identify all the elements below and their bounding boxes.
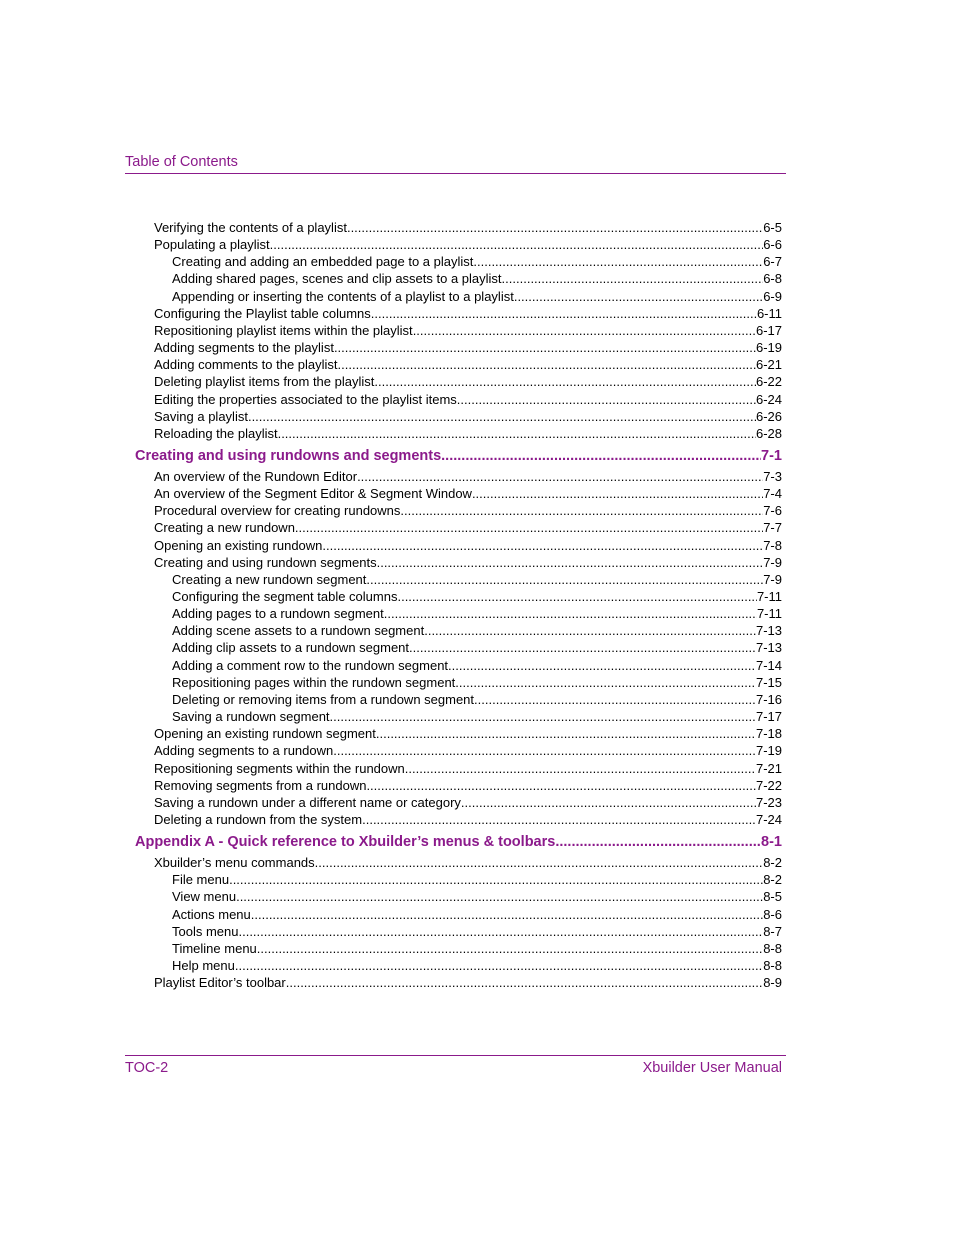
toc-entry-title: Procedural overview for creating rundowns	[154, 503, 401, 519]
toc-entry-title: Adding pages to a rundown segment	[172, 606, 384, 622]
toc-entry[interactable]	[154, 777, 782, 794]
toc-page-number: 7-23	[755, 794, 782, 810]
toc-entry[interactable]	[172, 957, 782, 974]
toc-dot-leader	[286, 974, 763, 991]
toc-entry[interactable]	[172, 253, 782, 270]
toc-entry-title: Adding shared pages, scenes and clip assets to a playlist	[172, 271, 502, 287]
toc-dot-leader	[347, 219, 763, 236]
toc-entry-title: Configuring the Playlist table columns	[154, 305, 371, 321]
toc-dot-leader	[251, 906, 763, 923]
toc-page-number: 7-11	[756, 589, 782, 604]
toc-dot-leader	[441, 446, 761, 466]
toc-entry-title: An overview of the Segment Editor & Segment Window	[154, 486, 472, 502]
toc-page-number: 7-13	[755, 640, 782, 656]
toc-dot-leader	[229, 871, 763, 888]
toc-entry-title: Adding segments to the playlist	[154, 340, 334, 356]
toc-page-number: 7-6	[763, 503, 782, 519]
toc-entry-title: Creating a new rundown	[154, 520, 295, 536]
toc-page-number: 7-16	[755, 691, 782, 707]
toc-entry[interactable]	[154, 339, 782, 356]
toc-page-number: 7-8	[763, 537, 782, 553]
toc-entry[interactable]	[154, 408, 782, 425]
toc-entry-title: Opening an existing rundown	[154, 537, 323, 553]
toc-entry-title: Xbuilder’s menu commands	[154, 855, 315, 871]
toc-entry[interactable]	[154, 554, 782, 571]
toc-entry-title: Saving a rundown segment	[172, 709, 330, 725]
toc-dot-leader	[397, 588, 756, 605]
toc-entry-title: File menu	[172, 872, 230, 888]
toc-page-number: 8-7	[763, 923, 782, 939]
toc-entry-title: Adding comments to the playlist	[154, 357, 338, 373]
toc-entry-title: Help menu	[172, 958, 235, 973]
toc-page-number: 7-11	[756, 606, 782, 622]
toc-page-number: 7-9	[763, 571, 782, 587]
toc-entry[interactable]	[172, 906, 782, 923]
toc-page-number: 6-17	[755, 322, 782, 338]
toc-dot-leader	[472, 485, 763, 502]
toc-entry[interactable]	[154, 236, 782, 253]
toc-dot-leader	[322, 537, 763, 554]
toc-page-number: 8-5	[763, 889, 782, 905]
toc-entry-title: Repositioning playlist items within the playlist	[154, 322, 413, 338]
toc-dot-leader	[405, 760, 756, 777]
toc-dot-leader	[384, 605, 757, 622]
toc-dot-leader	[235, 957, 763, 974]
toc-dot-leader	[461, 794, 756, 811]
toc-dot-leader	[257, 940, 763, 957]
toc-page-number: 7-19	[755, 743, 782, 759]
toc-dot-leader	[409, 639, 756, 656]
toc-dot-leader	[330, 708, 756, 725]
toc-page-number: 7-15	[755, 674, 782, 690]
toc-entry[interactable]	[154, 219, 782, 236]
toc-page-number: 7-18	[755, 726, 782, 742]
toc-entry-title: Timeline menu	[172, 940, 257, 956]
toc-entry-title: Removing segments from a rundown	[154, 777, 367, 793]
toc-entry-title: Appending or inserting the contents of a playlist to a playlist	[172, 288, 514, 304]
toc-entry[interactable]	[172, 571, 782, 588]
toc-entry[interactable]	[172, 270, 782, 287]
toc-chapter-entry[interactable]	[135, 832, 782, 852]
toc-entry-title: Deleting playlist items from the playlist	[154, 374, 375, 390]
toc-page-number: 6-19	[755, 340, 782, 356]
toc-entry-title: View menu	[172, 889, 237, 905]
toc-entry[interactable]	[154, 305, 782, 322]
toc-dot-leader	[295, 519, 763, 536]
toc-dot-leader	[362, 811, 756, 828]
toc-dot-leader	[374, 373, 756, 390]
toc-dot-leader	[413, 322, 756, 339]
toc-dot-leader	[473, 253, 763, 270]
running-header-title: Table of Contents	[125, 154, 238, 170]
toc-page-number: 8-2	[763, 855, 782, 871]
toc-entry[interactable]	[154, 356, 782, 373]
toc-page-number: 6-9	[763, 288, 782, 304]
toc-page-number: 6-5	[763, 220, 782, 235]
toc-dot-leader	[278, 425, 756, 442]
toc-entry-title: Deleting a rundown from the system	[154, 811, 363, 827]
toc-entry[interactable]	[154, 725, 782, 742]
toc-entry-title: Editing the properties associated to the playlist items	[154, 391, 457, 407]
toc-entry[interactable]	[172, 674, 782, 691]
toc-entry[interactable]	[172, 622, 782, 639]
footer-rule	[125, 1055, 786, 1056]
toc-entry-title: Adding scene assets to a rundown segment	[172, 623, 425, 639]
toc-dot-leader	[376, 725, 756, 742]
toc-page-number: 7-21	[755, 760, 782, 776]
toc-entry-title: Adding segments to a rundown	[154, 743, 334, 759]
toc-entry[interactable]	[154, 974, 782, 991]
toc-page-number: 8-8	[763, 958, 782, 973]
toc-entry-title: Verifying the contents of a playlist	[154, 220, 347, 235]
toc-page-number: 6-28	[755, 425, 782, 441]
toc-dot-leader	[555, 832, 761, 852]
toc-dot-leader	[377, 554, 764, 571]
header-rule	[125, 173, 786, 174]
toc-dot-leader	[238, 923, 763, 940]
toc-entry[interactable]	[154, 391, 782, 408]
toc-page-number: 7-22	[755, 777, 782, 793]
toc-page-number: 7-1	[761, 447, 782, 464]
toc-entry[interactable]	[172, 691, 782, 708]
toc-page-number: 7-3	[763, 468, 782, 484]
toc-dot-leader	[270, 236, 764, 253]
toc-entry-title: Populating a playlist	[154, 237, 270, 253]
toc-page-number: 8-8	[763, 940, 782, 956]
toc-entry[interactable]	[172, 605, 782, 622]
toc-page-number: 6-26	[755, 408, 782, 424]
toc-entry-title: Saving a playlist	[154, 408, 248, 424]
toc-dot-leader	[248, 408, 756, 425]
toc-dot-leader	[315, 854, 764, 871]
toc-page-number: 7-9	[763, 554, 782, 570]
toc-page-number: 8-9	[763, 975, 782, 991]
toc-entry[interactable]	[172, 888, 782, 905]
toc-dot-leader	[514, 288, 763, 305]
toc-entry-title: Adding a comment row to the rundown segment	[172, 657, 449, 673]
toc-entry-title: Saving a rundown under a different name or category	[154, 794, 461, 810]
toc-entry[interactable]	[154, 502, 782, 519]
toc-dot-leader	[448, 657, 756, 674]
toc-entry-title: Configuring the segment table columns	[172, 589, 398, 604]
toc-entry[interactable]	[154, 373, 782, 390]
page-number: TOC-2	[125, 1060, 169, 1076]
toc-entry-title: Adding clip assets to a rundown segment	[172, 640, 410, 656]
toc-entry-title: Repositioning pages within the rundown segment	[172, 674, 456, 690]
toc-dot-leader	[236, 888, 763, 905]
toc-entry[interactable]	[154, 537, 782, 554]
toc-entry[interactable]	[154, 760, 782, 777]
toc-entry-title: Playlist Editor’s toolbar	[154, 975, 286, 991]
toc-entry-title: Actions menu	[172, 906, 251, 922]
toc-entry[interactable]	[172, 588, 782, 605]
toc-page-number: 6-7	[763, 254, 782, 270]
toc-dot-leader	[357, 468, 763, 485]
toc-entry[interactable]	[154, 322, 782, 339]
toc-entry[interactable]	[172, 639, 782, 656]
toc-entry-title: Creating a new rundown segment	[172, 571, 367, 587]
toc-page-number: 7-24	[755, 811, 782, 827]
toc-dot-leader	[424, 622, 756, 639]
toc-page-number: 6-11	[756, 305, 782, 321]
toc-page-number: 6-8	[763, 271, 782, 287]
toc-dot-leader	[457, 391, 756, 408]
toc-entry[interactable]	[154, 811, 782, 828]
toc-entry-title: An overview of the Rundown Editor	[154, 468, 358, 484]
toc-dot-leader	[474, 691, 756, 708]
toc-dot-leader	[366, 571, 763, 588]
toc-page-number: 8-6	[763, 906, 782, 922]
toc-dot-leader	[502, 270, 764, 287]
toc-entry[interactable]	[172, 288, 782, 305]
toc-page-number: 8-2	[763, 872, 782, 888]
toc-page-number: 6-21	[755, 357, 782, 373]
toc-dot-leader	[338, 356, 756, 373]
toc-entry-title: Creating and using rundowns and segments	[135, 447, 442, 464]
toc-dot-leader	[455, 674, 756, 691]
toc-entry-title: Creating and using rundown segments	[154, 554, 377, 570]
toc-entry-title: Opening an existing rundown segment	[154, 726, 376, 742]
toc-entry[interactable]	[154, 425, 782, 442]
toc-dot-leader	[366, 777, 756, 794]
toc-dot-leader	[371, 305, 757, 322]
toc-entry[interactable]	[172, 940, 782, 957]
toc-entry-title: Repositioning segments within the rundown	[154, 760, 405, 776]
toc-page-number: 7-14	[755, 657, 782, 673]
toc-entry-title: Deleting or removing items from a rundown segment	[172, 691, 475, 707]
toc-entry[interactable]	[154, 519, 782, 536]
toc-entry-title: Reloading the playlist	[154, 425, 278, 441]
toc-entry-title: Tools menu	[172, 923, 239, 939]
toc-entry-title: Appendix A - Quick reference to Xbuilder’s menus & toolbars	[135, 834, 556, 851]
manual-title: Xbuilder User Manual	[642, 1060, 782, 1076]
toc-entry[interactable]	[172, 708, 782, 725]
toc-dot-leader	[334, 339, 756, 356]
toc-entry[interactable]	[172, 657, 782, 674]
toc-entry-title: Creating and adding an embedded page to a playlist	[172, 254, 474, 270]
toc-entry[interactable]	[154, 742, 782, 759]
toc-page-number: 7-13	[755, 623, 782, 639]
toc-page-number: 6-22	[755, 374, 782, 390]
toc-page-number: 7-7	[763, 520, 782, 536]
toc-entry[interactable]	[154, 794, 782, 811]
toc-dot-leader	[333, 742, 756, 759]
toc-page-number: 7-17	[755, 709, 782, 725]
toc-entry[interactable]	[154, 485, 782, 502]
toc-chapter-entry[interactable]	[135, 446, 782, 466]
toc-dot-leader	[400, 502, 763, 519]
toc-entry[interactable]	[172, 871, 782, 888]
toc-entry[interactable]	[172, 923, 782, 940]
toc-page-number: 8-1	[761, 834, 782, 851]
toc-page-number: 6-6	[763, 237, 782, 253]
toc-entry[interactable]	[154, 854, 782, 871]
toc-page-number: 7-4	[763, 486, 782, 502]
toc-entry[interactable]	[154, 468, 782, 485]
toc-page-number: 6-24	[755, 391, 782, 407]
